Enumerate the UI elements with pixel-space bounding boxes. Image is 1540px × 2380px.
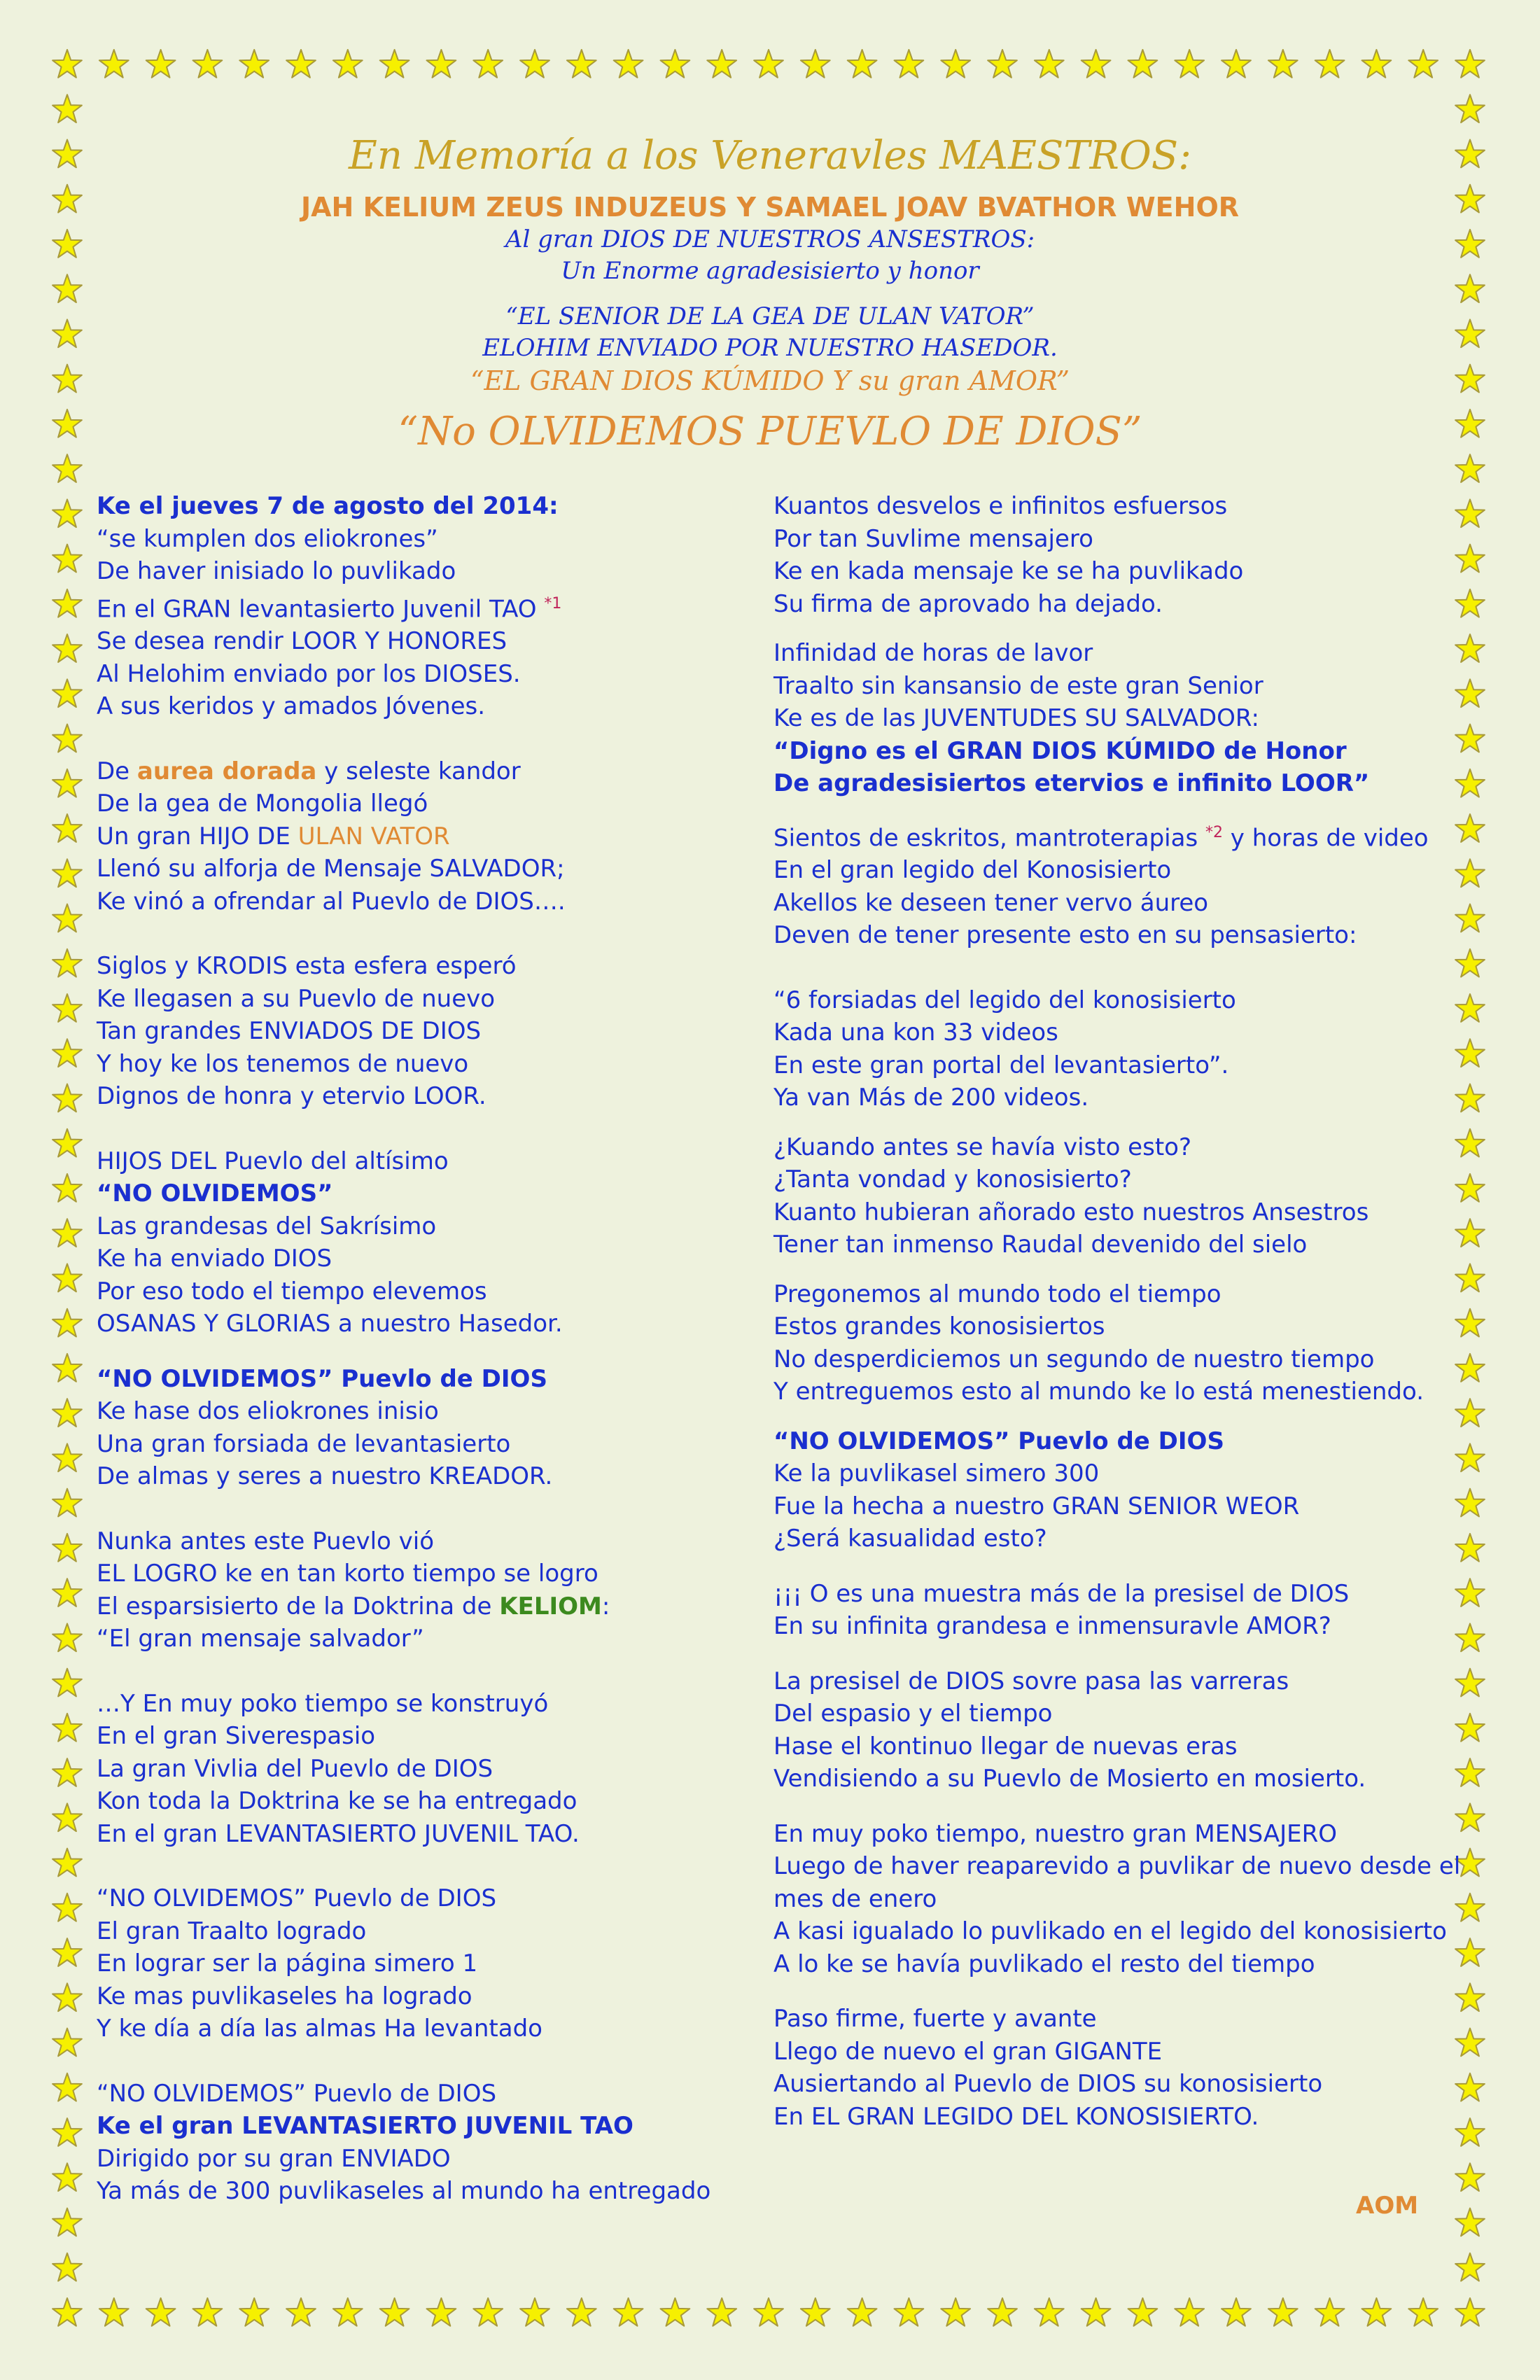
- dedication-line: Un Enorme agradesisierto y honor: [561, 257, 979, 285]
- verse-line: “El gran mensaje salvador”: [97, 1625, 424, 1653]
- footnote-marker: *2: [1205, 823, 1223, 841]
- verse-line: Se desea rendir LOOR Y HONORES: [97, 627, 507, 656]
- verse-line: Dignos de honra y etervio LOOR.: [97, 1082, 486, 1111]
- verse-line: “NO OLVIDEMOS” Puevlo de DIOS: [97, 2079, 497, 2108]
- dedication-line: “EL GRAN DIOS KÚMIDO Y su gran AMOR”: [470, 365, 1070, 396]
- verse-line: Fue la hecha a nuestro GRAN SENIOR WEOR: [774, 1492, 1300, 1520]
- stanza: [774, 490, 1466, 620]
- verse-line: En el gran Siverespasio: [97, 1722, 376, 1751]
- verse-line: Ke la puvlikasel simero 300: [774, 1460, 1100, 1488]
- stanza: [97, 2078, 758, 2208]
- highlight-text: KELIOM: [499, 1592, 602, 1620]
- verse-line: En EL GRAN LEGIDO DEL KONOSISIERTO.: [774, 2102, 1259, 2131]
- stanza: [774, 1131, 1466, 1261]
- verse-line: La presisel de DIOS sovre pasa las varreras: [774, 1667, 1289, 1695]
- verse-line: “Digno es el GRAN DIOS KÚMIDO de Honor: [774, 736, 1347, 765]
- verse-line: ¿Tanta vondad y konosisierto?: [774, 1166, 1132, 1194]
- verse-line: Y entreguemos esto al mundo ke lo está menestiendo.: [774, 1378, 1424, 1406]
- verse-line: …Y En muy poko tiempo se konstruyó: [97, 1689, 549, 1718]
- verse-line: Un gran HIJO DE ULAN VATOR: [97, 822, 450, 850]
- verse-line: De agradesisiertos etervios e infinito LOOR”: [774, 769, 1370, 797]
- verse-line: “NO OLVIDEMOS” Puevlo de DIOS: [97, 1364, 547, 1393]
- verse-line: Su firma de aprovado ha dejado.: [774, 589, 1163, 618]
- stanza: [97, 490, 758, 723]
- verse-line: Ke ha enviado DIOS: [97, 1245, 332, 1273]
- verse-line: Vendisiendo a su Puevlo de Mosierto en mosierto.: [774, 1765, 1366, 1793]
- verse-line: Ke el jueves 7 de agosto del 2014:: [97, 492, 559, 520]
- verse-line: Ke llegasen a su Puevlo de nuevo: [97, 984, 496, 1013]
- verse-line: En el gran LEVANTASIERTO JUVENIL TAO.: [97, 1819, 580, 1848]
- verse-line: Ya más de 300 puvlikaseles al mundo ha entregado: [97, 2177, 711, 2206]
- verse-line: Tener tan inmenso Raudal devenido del sielo: [774, 1231, 1308, 1259]
- verse-line: OSANAS Y GLORIAS a nuestro Hasedor.: [97, 1310, 563, 1338]
- stanza: [774, 817, 1466, 952]
- verse-line: En el gran legido del Konosisierto: [774, 856, 1172, 885]
- page-title: En Memoría a los Veneravles MAESTROS:: [349, 133, 1191, 178]
- verse-line: A kasi igualado lo puvlikado en el legido del konosisierto: [774, 1917, 1447, 1946]
- verse-line: Ke es de las JUVENTUDES SU SALVADOR:: [774, 704, 1259, 732]
- dedication-line: Al gran DIOS DE NUESTROS ANSESTROS:: [505, 225, 1035, 253]
- highlight-text: aurea dorada: [136, 757, 317, 785]
- verse-line: Paso firme, fuerte y avante: [774, 2005, 1097, 2033]
- verse-line: “NO OLVIDEMOS” Puevlo de DIOS: [97, 1884, 497, 1913]
- author-signature: AOM: [1356, 2192, 1419, 2220]
- verse-line: La gran Vivlia del Puevlo de DIOS: [97, 1754, 493, 1783]
- verse-line: De la gea de Mongolia llegó: [97, 790, 428, 818]
- stanza: [97, 1882, 758, 2045]
- verse-line: Infinidad de horas de lavor: [774, 639, 1093, 667]
- left-column: [97, 490, 758, 2208]
- stanza: [97, 1525, 758, 1656]
- stanza: [774, 1665, 1466, 1795]
- verse-line: Dirigido por su gran ENVIADO: [97, 2144, 451, 2173]
- verse-line: Por eso todo el tiempo elevemos: [97, 1277, 487, 1306]
- right-column: [774, 490, 1466, 2133]
- stanza: [774, 984, 1466, 1114]
- verse-line: ¿Kuando antes se havía visto esto?: [774, 1133, 1191, 1161]
- masters-names: JAH KELIUM ZEUS INDUZEUS Y SAMAEL JOAV BVATHOR WEHOR: [300, 192, 1240, 223]
- stanza: [774, 1818, 1466, 1981]
- verse-line: Ke el gran LEVANTASIERTO JUVENIL TAO: [97, 2112, 634, 2141]
- verse-line: Llenó su alforja de Mensaje SALVADOR;: [97, 855, 565, 883]
- verse-line: Hase el kontinuo llegar de nuevas eras: [774, 1732, 1238, 1760]
- verse-line: En este gran portal del levantasierto”.: [774, 1051, 1229, 1079]
- verse-line: En su infinita grandesa e inmensuravle AMOR?: [774, 1612, 1331, 1641]
- verse-line: Deven de tener presente esto en su pensasierto:: [774, 921, 1357, 950]
- verse-line: Akellos ke deseen tener vervo áureo: [774, 888, 1209, 917]
- verse-line: De aurea dorada y seleste kandor: [97, 757, 521, 785]
- verse-line: En el GRAN levantasierto Juvenil TAO $^{*1}$: [97, 594, 562, 623]
- verse-line: Ausiertando al Puevlo de DIOS su konosisierto: [774, 2070, 1323, 2099]
- verse-line: Traalto sin kansansio de este gran Senior: [774, 671, 1264, 700]
- verse-line: Ke hase dos eliokrones inisio: [97, 1397, 439, 1426]
- verse-line: HIJOS DEL Puevlo del altísimo: [97, 1147, 449, 1175]
- stanza: [97, 950, 758, 1113]
- stanza: [97, 1688, 758, 1851]
- verse-line: “NO OLVIDEMOS” Puevlo de DIOS: [774, 1427, 1224, 1455]
- verse-line: Estos grandes konosisiertos: [774, 1312, 1105, 1341]
- verse-line: Ke en kada mensaje ke se ha puvlikado: [774, 557, 1244, 585]
- verse-line: ¡¡¡ O es una muestra más de la presisel de DIOS: [774, 1579, 1350, 1608]
- verse-line: Kuanto hubieran añorado esto nuestros Ansestros: [774, 1198, 1369, 1226]
- stanza: [774, 1278, 1466, 1408]
- verse-line: Luego de haver reaparevido a puvlikar de nuevo desde el mes de enero: [774, 1852, 1461, 1913]
- verse-line: El gran Traalto logrado: [97, 1917, 367, 1945]
- verse-line: A sus keridos y amados Jóvenes.: [97, 692, 486, 721]
- verse-line: Las grandesas del Sakrísimo: [97, 1212, 437, 1240]
- verse-line: En lograr ser la página simero 1: [97, 1949, 478, 1978]
- stanza: [774, 1425, 1466, 1555]
- verse-line: Y hoy ke los tenemos de nuevo: [97, 1049, 469, 1078]
- verse-line: Siglos y KRODIS esta esfera esperó: [97, 952, 517, 981]
- footnote-marker: *1: [544, 594, 562, 612]
- stanza: [97, 1363, 758, 1493]
- verse-line: “6 forsiadas del legido del konosisierto: [774, 986, 1236, 1014]
- verse-line: Ya van Más de 200 videos.: [774, 1084, 1089, 1112]
- verse-line: EL LOGRO ke en tan korto tiempo se logro: [97, 1560, 598, 1588]
- stanza: [97, 1145, 758, 1340]
- verse-line: Llego de nuevo el gran GIGANTE: [774, 2037, 1163, 2066]
- verse-line: Kuantos desvelos e infinitos esfuersos: [774, 492, 1228, 520]
- verse-line: Kada una kon 33 videos: [774, 1018, 1058, 1047]
- verse-line: Y ke día a día las almas Ha levantado: [97, 2015, 542, 2043]
- poem-title: “No OLVIDEMOS PUEVLO DE DIOS”: [398, 409, 1142, 454]
- stanza: [774, 637, 1466, 800]
- verse-line: “se kumplen dos eliokrones”: [97, 524, 438, 553]
- verse-line: De almas y seres a nuestro KREADOR.: [97, 1462, 553, 1491]
- verse-line: No desperdiciemos un segundo de nuestro tiempo: [774, 1345, 1375, 1373]
- verse-line: Pregonemos al mundo todo el tiempo: [774, 1280, 1222, 1308]
- verse-line: Ke vinó a ofrendar al Puevlo de DIOS….: [97, 887, 566, 916]
- verse-line: ¿Será kasualidad esto?: [774, 1525, 1047, 1553]
- stanza: [97, 755, 758, 918]
- verse-line: Tan grandes ENVIADOS DE DIOS: [97, 1017, 482, 1046]
- verse-line: De haver inisiado lo puvlikado: [97, 557, 456, 585]
- dedication-line: ELOHIM ENVIADO POR NUESTRO HASEDOR.: [482, 334, 1058, 362]
- verse-line: En muy poko tiempo, nuestro gran MENSAJERO: [774, 1819, 1337, 1848]
- verse-line: Al Helohim enviado por los DIOSES.: [97, 659, 521, 688]
- verse-line: “NO OLVIDEMOS”: [97, 1180, 333, 1208]
- dedication-line: “EL SENIOR DE LA GEA DE ULAN VATOR”: [505, 302, 1035, 330]
- stanza: [774, 1578, 1466, 1643]
- verse-line: Ke mas puvlikaseles ha logrado: [97, 1982, 472, 2010]
- highlight-text: ULAN VATOR: [298, 822, 450, 850]
- verse-line: Por tan Suvlime mensajero: [774, 524, 1093, 553]
- verse-line: Nunka antes este Puevlo vió: [97, 1527, 435, 1555]
- verse-line: Del espasio y el tiempo: [774, 1700, 1053, 1728]
- verse-line: El esparsisierto de la Doktrina de KELIOM:: [97, 1592, 610, 1620]
- stanza: [774, 2003, 1466, 2133]
- verse-line: Sientos de eskritos, mantroterapias $^{*2}$ y horas de video: [774, 823, 1429, 852]
- verse-line: Una gran forsiada de levantasierto: [97, 1429, 511, 1458]
- verse-line: A lo ke se havía puvlikado el resto del tiempo: [774, 1949, 1315, 1978]
- verse-line: Kon toda la Doktrina ke se ha entregado: [97, 1787, 578, 1816]
